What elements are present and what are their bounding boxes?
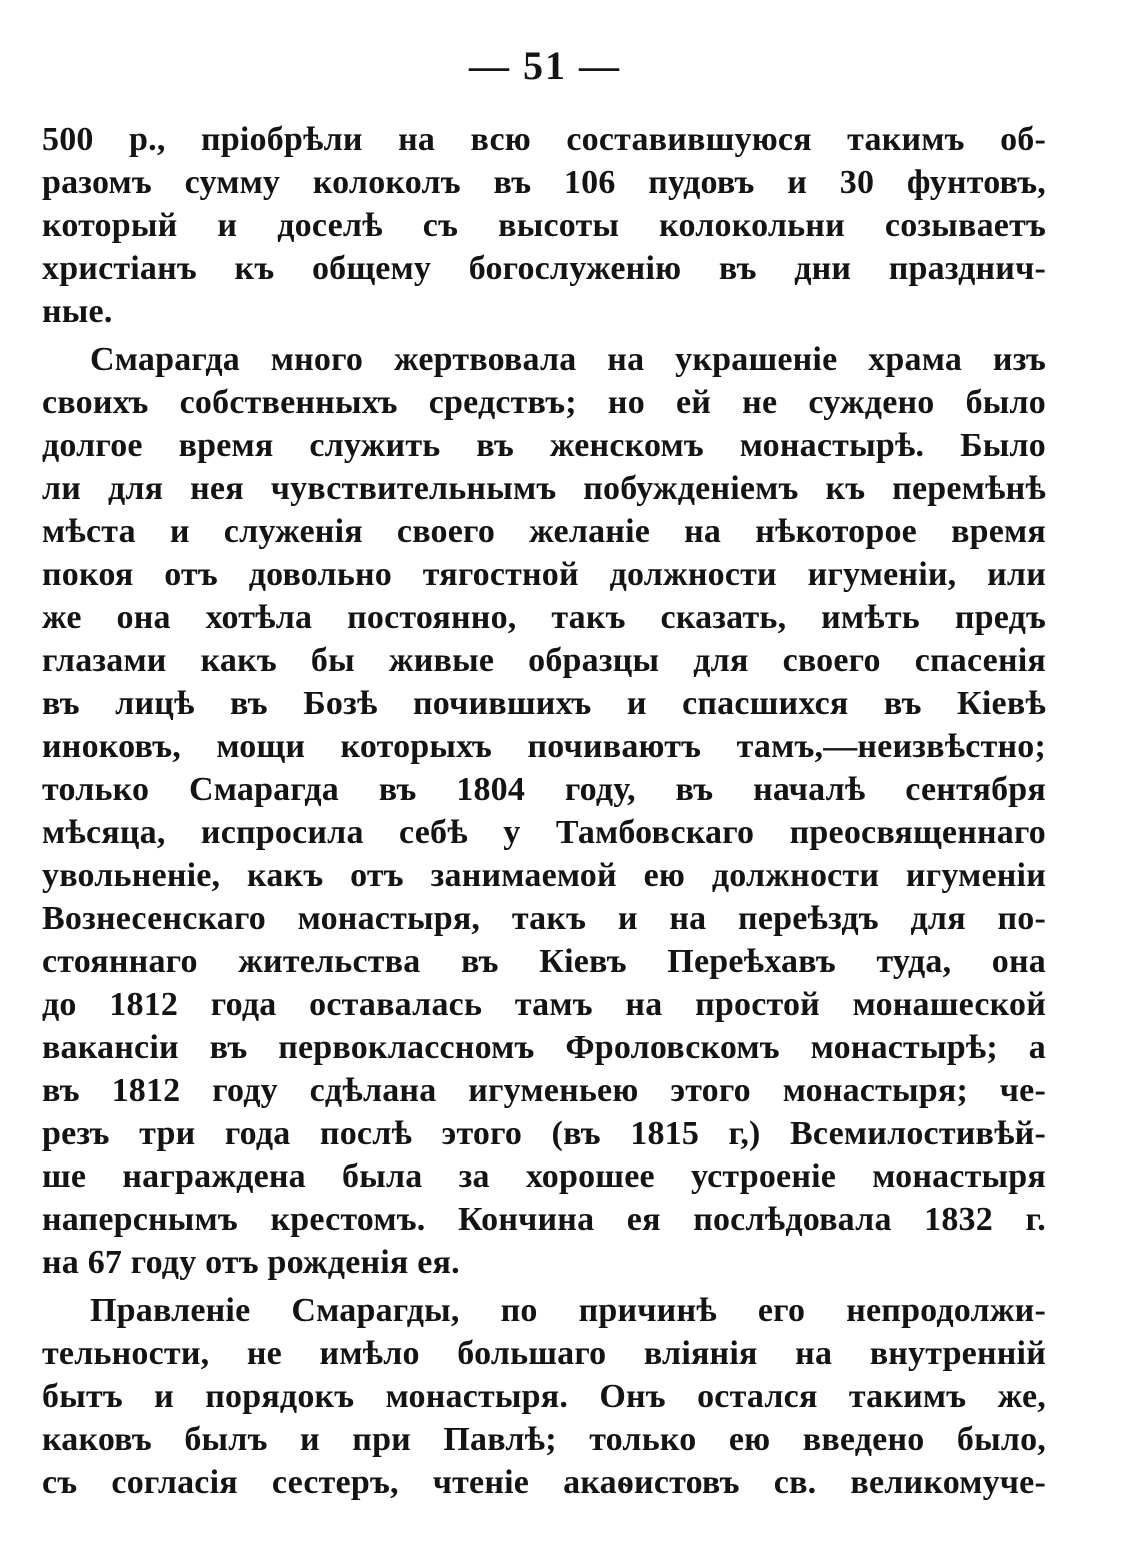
- text-line: ные.: [42, 293, 113, 330]
- paragraph-3: [42, 1289, 1046, 1504]
- text-line: до 1812 года оставалась тамъ на простой монашеской: [42, 986, 1046, 1023]
- text-line: каковъ былъ и при Павлѣ; только ею введено было,: [42, 1421, 1046, 1458]
- text-line: мѣста и служенія своего желаніе на нѣкоторое время: [42, 513, 1046, 550]
- text-line: покоя отъ довольно тягостной должности игуменіи, или: [42, 556, 1046, 593]
- text-line: разомъ сумму колоколъ въ 106 пудовъ и 30 фунтовъ,: [42, 164, 1046, 201]
- paragraph-2: [42, 338, 1046, 1284]
- paragraph-1: [42, 118, 1046, 333]
- text-line: иноковъ, мощи которыхъ почиваютъ тамъ,—неизвѣстно;: [42, 728, 1046, 765]
- body-text: [42, 118, 1046, 1504]
- text-line: увольненіе, какъ отъ занимаемой ею должности игуменіи: [42, 857, 1046, 894]
- text-line: 500 р., пріобрѣли на всю составившуюся такимъ об-: [42, 121, 1046, 158]
- text-line: стояннаго жительства въ Кіевъ Переѣхавъ туда, она: [42, 943, 1046, 980]
- text-line: только Смарагда въ 1804 году, въ началѣ сентября: [42, 771, 1046, 808]
- text-line: же она хотѣла постоянно, такъ сказать, имѣть предъ: [42, 599, 1046, 636]
- text-line: глазами какъ бы живые образцы для своего спасенія: [42, 642, 1046, 679]
- text-line: Правленіе Смарагды, по причинѣ его непродолжи-: [90, 1292, 1046, 1329]
- text-line: въ лицѣ въ Бозѣ почившихъ и спасшихся въ Кіевѣ: [42, 685, 1046, 722]
- text-line: христіанъ къ общему богослуженію въ дни празднич-: [42, 250, 1046, 287]
- text-line: съ согласія сестеръ, чтеніе акаѳистовъ св. великомуче-: [42, 1464, 1046, 1501]
- text-line: мѣсяца, испросила себѣ у Тамбовскаго преосвященнаго: [42, 814, 1046, 851]
- text-line: въ 1812 году сдѣлана игуменьею этого монастыря; че-: [42, 1072, 1046, 1109]
- text-line: ше награждена была за хорошее устроеніе монастыря: [42, 1158, 1046, 1195]
- text-line: бытъ и порядокъ монастыря. Онъ остался такимъ же,: [42, 1378, 1046, 1415]
- text-line: ли для нея чувствительнымъ побужденіемъ къ перемѣнѣ: [42, 470, 1046, 507]
- text-line: резъ три года послѣ этого (въ 1815 г,) Всемилостивѣй-: [42, 1115, 1046, 1152]
- page-number: — 51 —: [469, 43, 621, 88]
- text-line: своихъ собственныхъ средствъ; но ей не суждено было: [42, 384, 1046, 421]
- text-line: на 67 году отъ рожденія ея.: [42, 1244, 460, 1281]
- text-line: Смарагда много жертвовала на украшеніе храма изъ: [90, 341, 1046, 378]
- text-line: который и доселѣ съ высоты колокольни созываетъ: [42, 207, 1046, 244]
- text-line: вакансіи въ первоклассномъ Фроловскомъ монастырѣ; а: [42, 1029, 1046, 1066]
- text-line: тельности, не имѣло большаго вліянія на внутренній: [42, 1335, 1046, 1372]
- text-line: долгое время служить въ женскомъ монастырѣ. Было: [42, 427, 1046, 464]
- text-line: Вознесенскаго монастыря, такъ и на переѣздъ для по-: [42, 900, 1046, 937]
- text-line: наперснымъ крестомъ. Кончина ея послѣдовала 1832 г.: [42, 1201, 1046, 1238]
